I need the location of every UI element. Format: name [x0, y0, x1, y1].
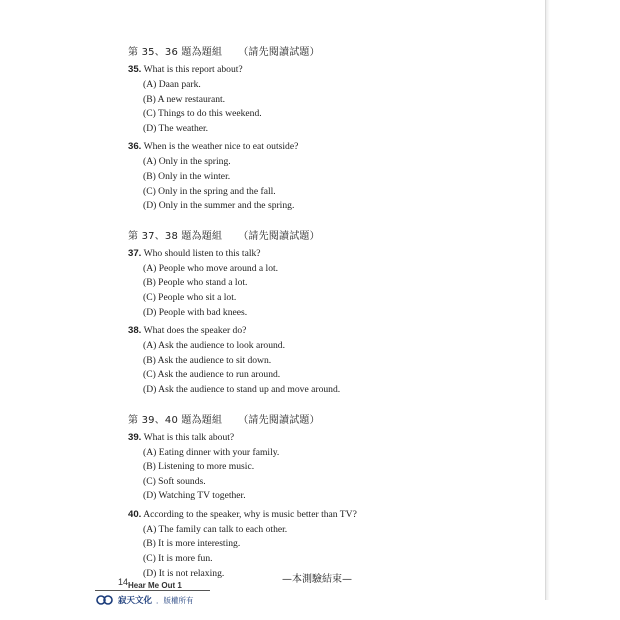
answer-option: (B) People who stand a lot. — [143, 277, 248, 289]
question-group — [128, 228, 538, 398]
group-header-note: （請先閱讀試題） — [238, 414, 320, 426]
question-group — [128, 44, 538, 214]
answer-option: (D) Watching TV together. — [143, 490, 246, 502]
answer-option: (A) Daan park. — [143, 79, 201, 90]
answer-option: (C) Ask the audience to run around. — [143, 369, 281, 381]
page-number: 14 — [118, 577, 129, 587]
answer-option: (A) Ask the audience to look around. — [143, 340, 286, 352]
answer-option: (B) Ask the audience to sit down. — [143, 354, 272, 366]
question-stem: What does the speaker do? — [143, 325, 247, 337]
answer-option: (B) A new restaurant. — [143, 93, 226, 105]
question-stem: Who should listen to this talk? — [143, 247, 261, 259]
answer-option: (C) Only in the spring and the fall. — [143, 185, 276, 197]
group-header-label: 第 35、36 題為題組 — [128, 47, 223, 58]
group-header — [128, 228, 538, 246]
question — [128, 63, 538, 136]
answer-option: (B) Listening to more music. — [143, 461, 255, 473]
answer-option: (C) Things to do this weekend. — [143, 108, 262, 120]
answer-option: (D) Only in the summer and the spring. — [143, 200, 295, 212]
group-header-label: 第 37、38 題為題組 — [128, 230, 223, 242]
question-sheet — [128, 44, 538, 595]
question — [128, 324, 538, 397]
answer-option: (A) Eating dinner with your family. — [143, 446, 280, 458]
answer-option: (D) The weather. — [143, 122, 209, 134]
group-header — [128, 412, 538, 430]
question-number: 36. — [128, 141, 142, 153]
answer-option: (A) Only in the spring. — [143, 156, 231, 168]
answer-option: (B) It is more interesting. — [143, 538, 241, 550]
question — [128, 247, 538, 320]
publisher-name: 寂天文化 — [118, 596, 153, 606]
publisher-credit — [96, 594, 194, 606]
question — [128, 431, 538, 504]
question-stem: According to the speaker, why is music better than TV? — [143, 508, 357, 520]
answer-option: (B) Only in the winter. — [143, 170, 231, 182]
question — [128, 140, 538, 213]
question-stem: What is this report about? — [143, 64, 243, 75]
question-number: 40. — [128, 508, 142, 520]
group-header-label: 第 39、40 題為題組 — [128, 414, 223, 426]
publisher-logo-icon — [96, 595, 114, 605]
question-number: 35. — [128, 64, 142, 75]
question-group — [128, 412, 538, 582]
answer-option: (C) People who sit a lot. — [143, 291, 237, 303]
question-stem: What is this talk about? — [143, 431, 235, 443]
end-of-test-mark: —本測驗結束— — [282, 574, 352, 585]
answer-option: (D) People with bad knees. — [143, 306, 248, 318]
answer-option: (C) Soft sounds. — [143, 475, 206, 487]
footer-divider — [95, 590, 210, 591]
answer-option: (A) The family can talk to each other. — [143, 523, 288, 535]
book-title: Hear Me Out 1 — [128, 581, 182, 590]
question-number: 39. — [128, 431, 142, 443]
group-header-note: （請先閱讀試題） — [238, 47, 320, 58]
question-stem: When is the weather nice to eat outside? — [143, 141, 299, 153]
question-number: 37. — [128, 247, 142, 259]
group-header — [128, 44, 538, 62]
answer-option: (D) Ask the audience to stand up and move around. — [143, 383, 341, 395]
answer-option: (C) It is more fun. — [143, 553, 213, 565]
page-shadow — [546, 0, 550, 600]
answer-option: (A) People who move around a lot. — [143, 262, 279, 274]
question-number: 38. — [128, 325, 142, 337]
publisher-rights: ．版權所有 — [156, 595, 194, 605]
group-header-note: （請先閱讀試題） — [238, 230, 320, 242]
answer-option: (D) It is not relaxing. — [143, 567, 225, 579]
